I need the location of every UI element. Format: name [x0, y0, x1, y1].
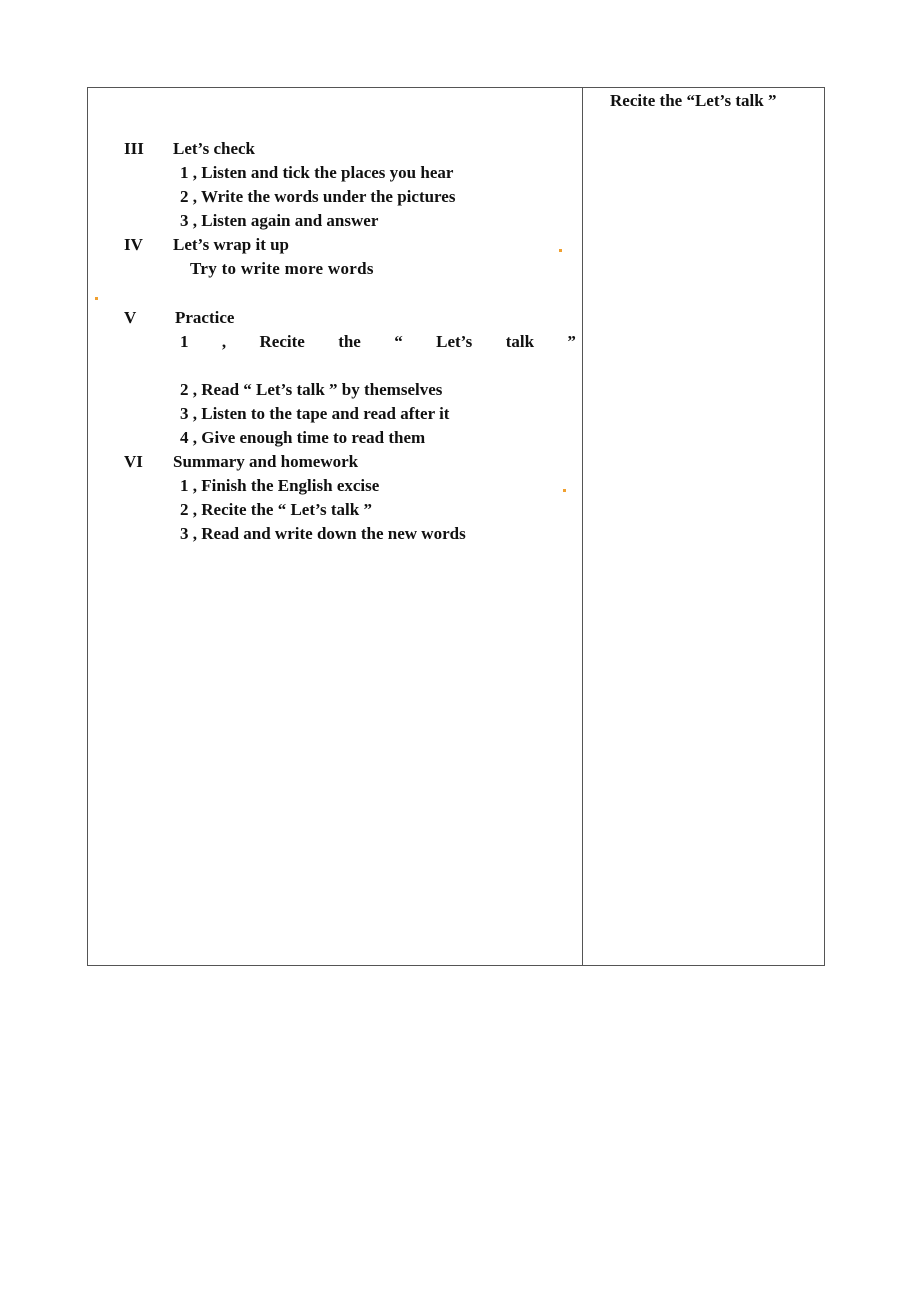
section-number: V	[124, 308, 137, 327]
list-item: 4 , Give enough time to read them	[180, 428, 426, 447]
list-item: 2 , Write the words under the pictures	[180, 187, 456, 206]
word: talk	[505, 332, 535, 351]
word: Let’s	[436, 332, 473, 351]
right-column-note: Recite the “Let’s talk ”	[610, 91, 777, 110]
section-title: Let’s wrap it up	[173, 235, 290, 254]
list-item: 2 , Read “ Let’s talk ” by themselves	[180, 380, 443, 399]
word: ,	[221, 332, 227, 351]
word: Recite	[259, 332, 305, 351]
word: the	[338, 332, 361, 351]
list-item: 2 , Recite the “ Let’s talk ”	[180, 500, 372, 519]
section-title: Summary and homework	[173, 452, 359, 471]
section-title: Let’s check	[173, 139, 255, 158]
speck-mark	[563, 489, 566, 492]
word: “	[394, 332, 403, 351]
speck-mark	[559, 249, 562, 252]
list-item: 3 , Listen to the tape and read after it	[180, 404, 450, 423]
section-number: IV	[124, 235, 143, 254]
section-number: III	[124, 139, 144, 158]
speck-mark	[95, 297, 98, 300]
column-divider	[582, 87, 583, 966]
section-title: Practice	[175, 308, 235, 327]
word: ”	[567, 332, 576, 351]
list-item: 3 , Listen again and answer	[180, 211, 379, 230]
section-number: VI	[124, 452, 143, 471]
list-item: 1 , Finish the English excise	[180, 476, 380, 495]
list-item: Try to write more words	[190, 259, 374, 278]
list-item: 3 , Read and write down the new words	[180, 524, 466, 543]
list-item: 1 , Listen and tick the places you hear	[180, 163, 454, 182]
justified-list-item	[180, 332, 576, 352]
word: 1	[180, 332, 189, 351]
